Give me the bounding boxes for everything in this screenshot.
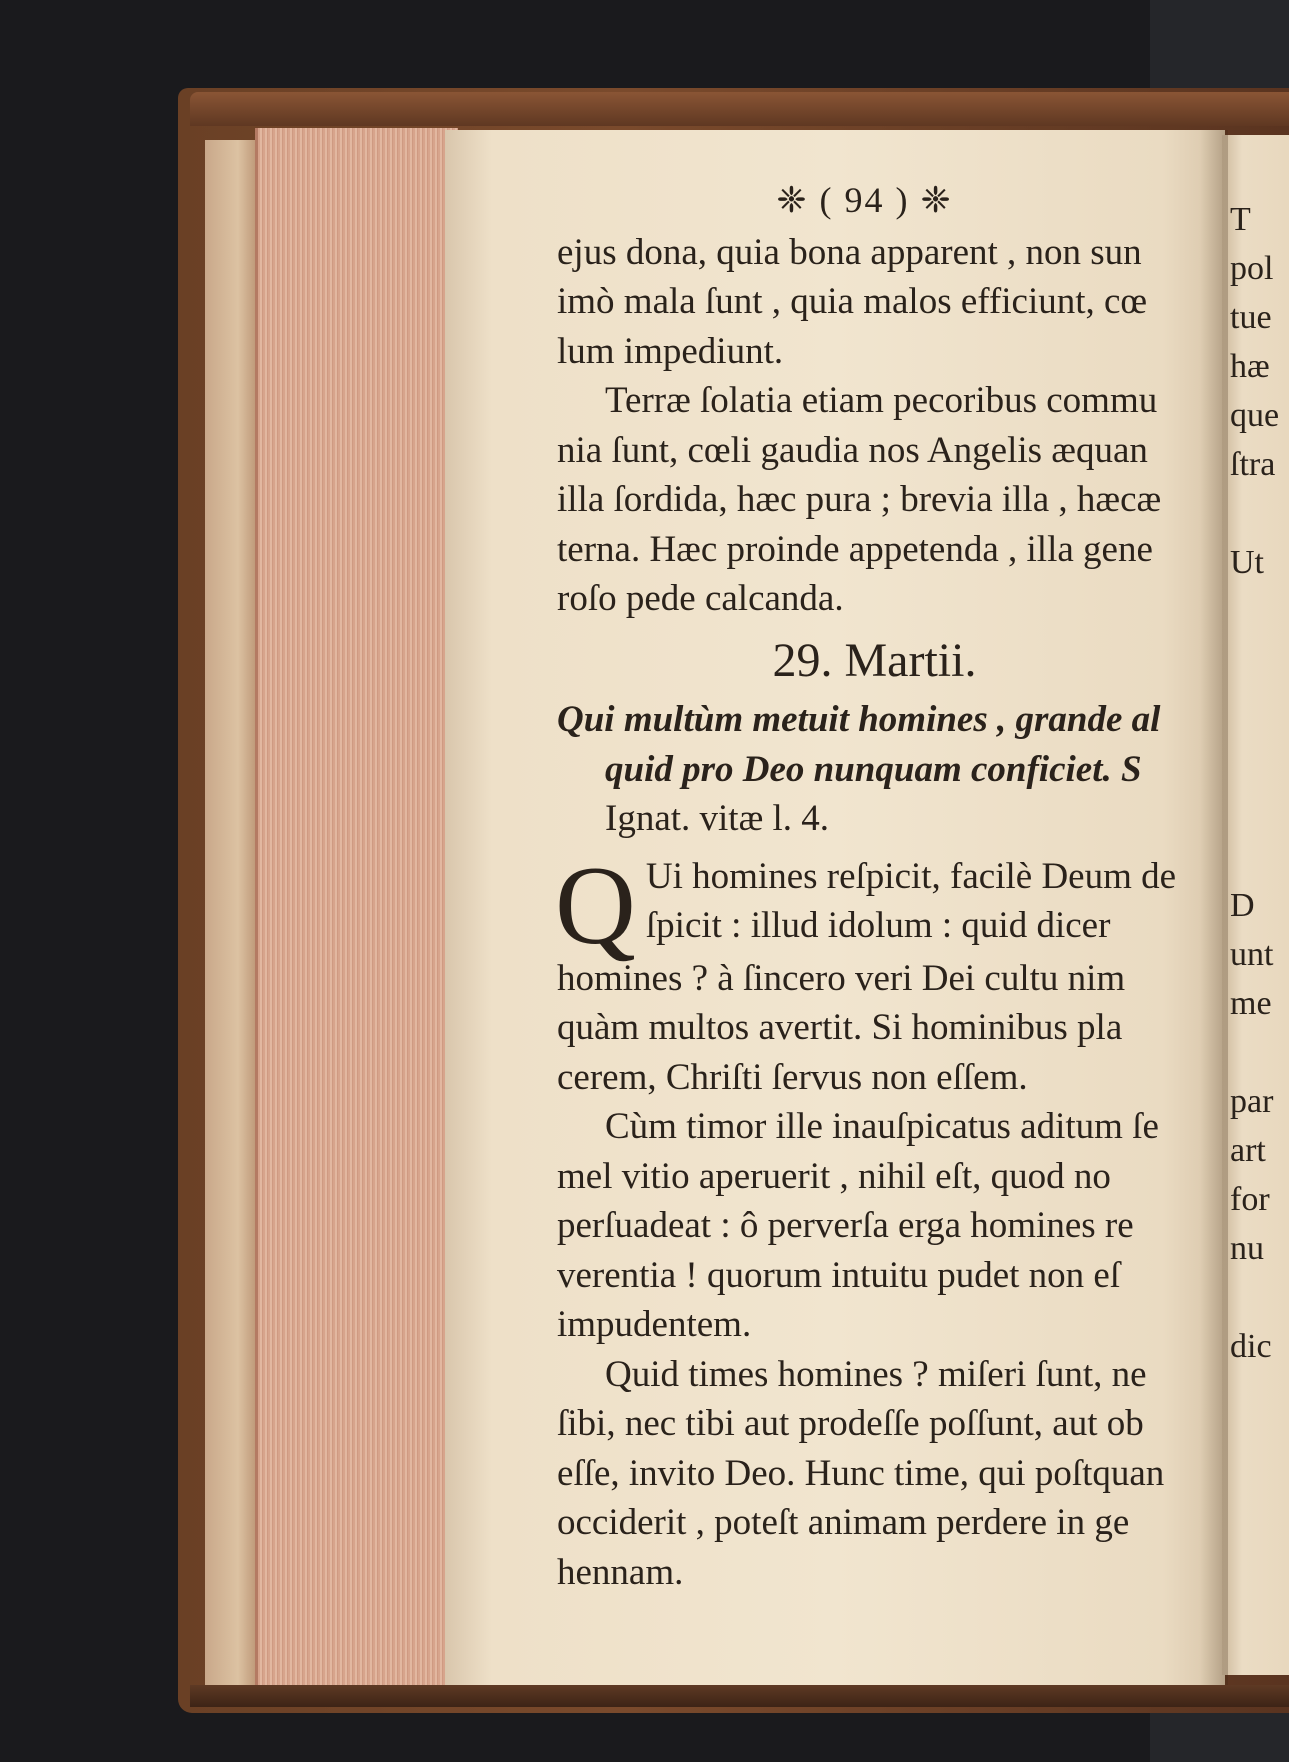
text-line: impudentem. bbox=[557, 1304, 752, 1345]
right-page-fragment bbox=[1230, 1273, 1279, 1322]
page-header: ❈ ( 94 ) ❈ bbox=[776, 180, 953, 220]
text-line: ſibi, nec tibi aut prodeſſe poſſunt, aut ob bbox=[557, 1403, 1144, 1444]
text-line: illa ſordida, hæc pura ; brevia illa , hæcæ bbox=[557, 479, 1162, 520]
right-page-text bbox=[1230, 195, 1279, 1371]
right-page-fragment: pol bbox=[1230, 250, 1274, 287]
right-page-fragment: par bbox=[1230, 1083, 1274, 1120]
drop-cap: Q bbox=[555, 843, 636, 968]
paragraph-4 bbox=[557, 1102, 1212, 1350]
paragraph-2 bbox=[557, 376, 1212, 624]
quote-line: quid pro Deo nunquam conficiet. S bbox=[605, 748, 1142, 790]
right-page-fragment bbox=[1230, 734, 1279, 783]
text-line: mel vitio aperuerit , nihil eſt, quod no bbox=[557, 1155, 1111, 1197]
date-heading: 29. Martii. bbox=[772, 633, 977, 687]
endpaper bbox=[205, 140, 260, 1688]
text-line: nia ſunt, cœli gaudia nos Angelis æquan bbox=[557, 429, 1148, 471]
text-line: terna. Hæc proinde appetenda , illa gene bbox=[557, 528, 1153, 570]
right-page-edge bbox=[1222, 135, 1289, 1675]
page-text bbox=[557, 176, 1212, 1597]
paragraph-3 bbox=[555, 843, 1212, 1103]
right-page-fragment: ſtra bbox=[1230, 446, 1276, 483]
right-page-fragment bbox=[1230, 832, 1279, 881]
right-page-fragment: hæ bbox=[1230, 348, 1270, 385]
text-line: imò mala ſunt , quia malos efficiunt, cœ bbox=[557, 281, 1148, 322]
quote-source: Ignat. vitæ l. 4. bbox=[605, 798, 830, 839]
text-line: Quid times homines ? miſeri ſunt, ne bbox=[605, 1353, 1147, 1395]
paragraph-5 bbox=[557, 1350, 1212, 1598]
right-page-fragment: que bbox=[1230, 397, 1280, 434]
right-page-fragment: for bbox=[1230, 1181, 1270, 1218]
text-line: Cùm timor ille inauſpicatus aditum ſe bbox=[605, 1106, 1159, 1147]
page-edges bbox=[255, 128, 458, 1686]
right-page-fragment: nu bbox=[1230, 1230, 1264, 1267]
quote-line: Qui multùm metuit homines , grande al bbox=[557, 699, 1161, 740]
text-line: verentia ! quorum intuitu pudet non eſ bbox=[557, 1254, 1121, 1296]
right-page-fragment: T bbox=[1230, 201, 1251, 238]
right-page-fragment: Ut bbox=[1230, 544, 1264, 581]
paragraph-1 bbox=[557, 228, 1212, 377]
book-spine-edge bbox=[190, 92, 1289, 126]
text-line: Ui homines reſpicit, facilè Deum de bbox=[645, 855, 1177, 897]
text-line: roſo pede calcanda. bbox=[557, 578, 844, 619]
text-line: eſſe, invito Deo. Hunc time, qui poſtquan bbox=[557, 1452, 1165, 1494]
book-bottom-edge bbox=[190, 1685, 1289, 1707]
text-line: occiderit , poteſt animam perdere in ge bbox=[557, 1502, 1130, 1543]
right-page-fragment bbox=[1230, 685, 1279, 734]
text-line: lum impediunt. bbox=[557, 330, 784, 372]
right-page-fragment bbox=[1230, 783, 1279, 832]
right-page-fragment: dic bbox=[1230, 1328, 1272, 1365]
epigraph-quote bbox=[557, 695, 1212, 794]
right-page-fragment: art bbox=[1230, 1132, 1266, 1169]
right-page-fragment bbox=[1230, 636, 1279, 685]
text-line: Terræ ſolatia etiam pecoribus commu bbox=[605, 380, 1158, 421]
right-page-fragment bbox=[1230, 1028, 1279, 1077]
text-line: ſpicit : illud idolum : quid dicer bbox=[645, 905, 1111, 946]
right-page-fragment: tue bbox=[1230, 299, 1272, 336]
right-page-fragment: me bbox=[1230, 985, 1272, 1022]
text-line: cerem, Chriſti ſervus non eſſem. bbox=[557, 1056, 1028, 1098]
text-line: ejus dona, quia bona apparent , non sun bbox=[557, 231, 1142, 273]
text-line: hennam. bbox=[557, 1551, 684, 1593]
right-page-fragment bbox=[1230, 489, 1279, 538]
right-page-fragment: unt bbox=[1230, 936, 1274, 973]
text-line: quàm multos avertit. Si hominibus pla bbox=[557, 1007, 1123, 1048]
text-line: homines ? à ſincero veri Dei cultu nim bbox=[557, 957, 1126, 999]
right-page-fragment bbox=[1230, 587, 1279, 636]
right-page-fragment: D bbox=[1230, 887, 1255, 924]
text-line: perſuadeat : ô perverſa erga homines re bbox=[557, 1205, 1134, 1246]
